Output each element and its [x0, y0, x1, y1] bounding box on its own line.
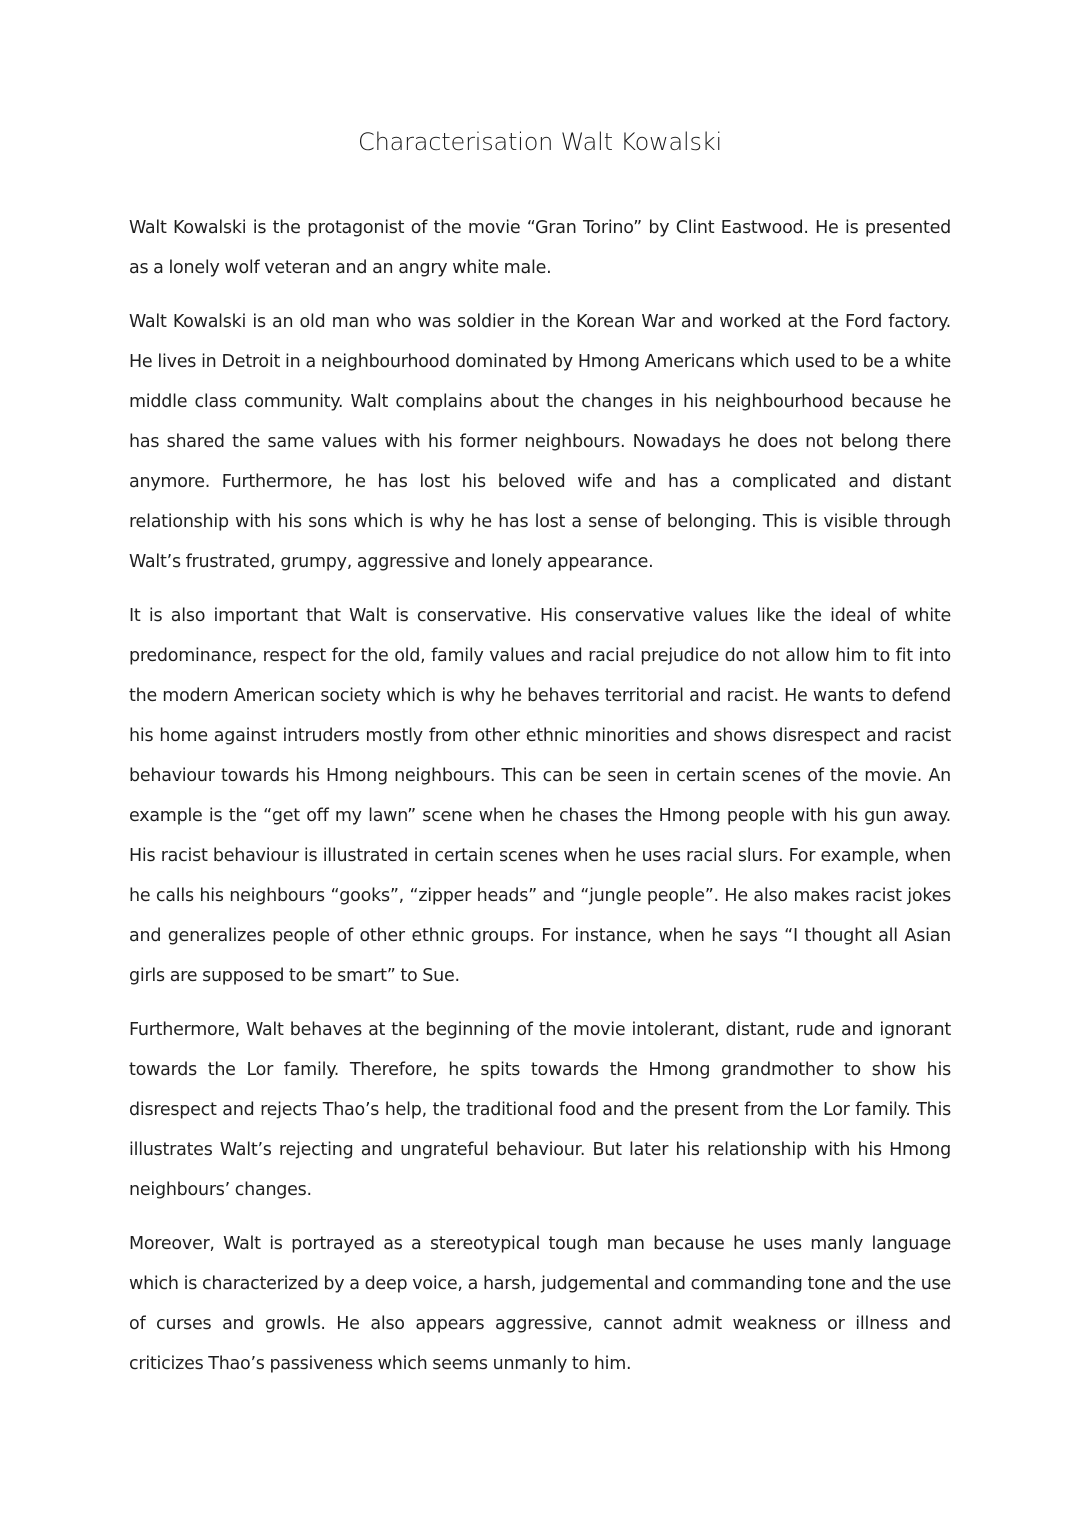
paragraph-tough-man: Moreover, Walt is portrayed as a stereotypical tough man because he uses manly language which is characterized by a deep voice, a harsh, judgemental and commanding tone and the use of curses and growls. He also appears aggressive, cannot admit weakness or illness and criticizes Thao’s passiveness which seems unmanly to him.	[129, 1234, 951, 1374]
paragraph-conservative-values: It is also important that Walt is conservative. His conservative values like the ideal of white predominance, respect for the old, family values and racial prejudice do not allow him to fit into the modern American society which is why he behaves territorial and racist. He wants to defend his home against intruders mostly from other ethnic minorities and shows disrespect and racist behaviour towards his Hmong neighbours. This can be seen in certain scenes of the movie. An example is the “get off my lawn” scene when he chases the Hmong people with his gun away. His racist behaviour is illustrated in certain scenes when he uses racial slurs. For example, when he calls his neighbours “gooks”, “zipper heads” and “jungle people”. He also makes racist jokes and generalizes people of other ethnic groups. For instance, when he says “I thought all Asian girls are supposed to be smart” to Sue.	[129, 606, 951, 986]
document-title: Characterisation Walt Kowalski	[358, 128, 722, 156]
document-body	[129, 208, 951, 1398]
paragraph-background: Walt Kowalski is an old man who was soldier in the Korean War and worked at the Ford factory. He lives in Detroit in a neighbourhood dominated by Hmong Americans which used to be a white middle class community. Walt complains about the changes in his neighbourhood because he has shared the same values with his former neighbours. Nowadays he does not belong there anymore. Furthermore, he has lost his beloved wife and has a complicated and distant relationship with his sons which is why he has lost a sense of belonging. This is visible through Walt’s frustrated, grumpy, aggressive and lonely appearance.	[129, 312, 951, 572]
paragraph-lor-family: Furthermore, Walt behaves at the beginning of the movie intolerant, distant, rude and ignorant towards the Lor family. Therefore, he spits towards the Hmong grandmother to show his disrespect and rejects Thao’s help, the traditional food and the present from the Lor family. This illustrates Walt’s rejecting and ungrateful behaviour. But later his relationship with his Hmong neighbours’ changes.	[129, 1020, 951, 1200]
paragraph-introduction: Walt Kowalski is the protagonist of the movie “Gran Torino” by Clint Eastwood. He is presented as a lonely wolf veteran and an angry white male.	[129, 218, 951, 278]
